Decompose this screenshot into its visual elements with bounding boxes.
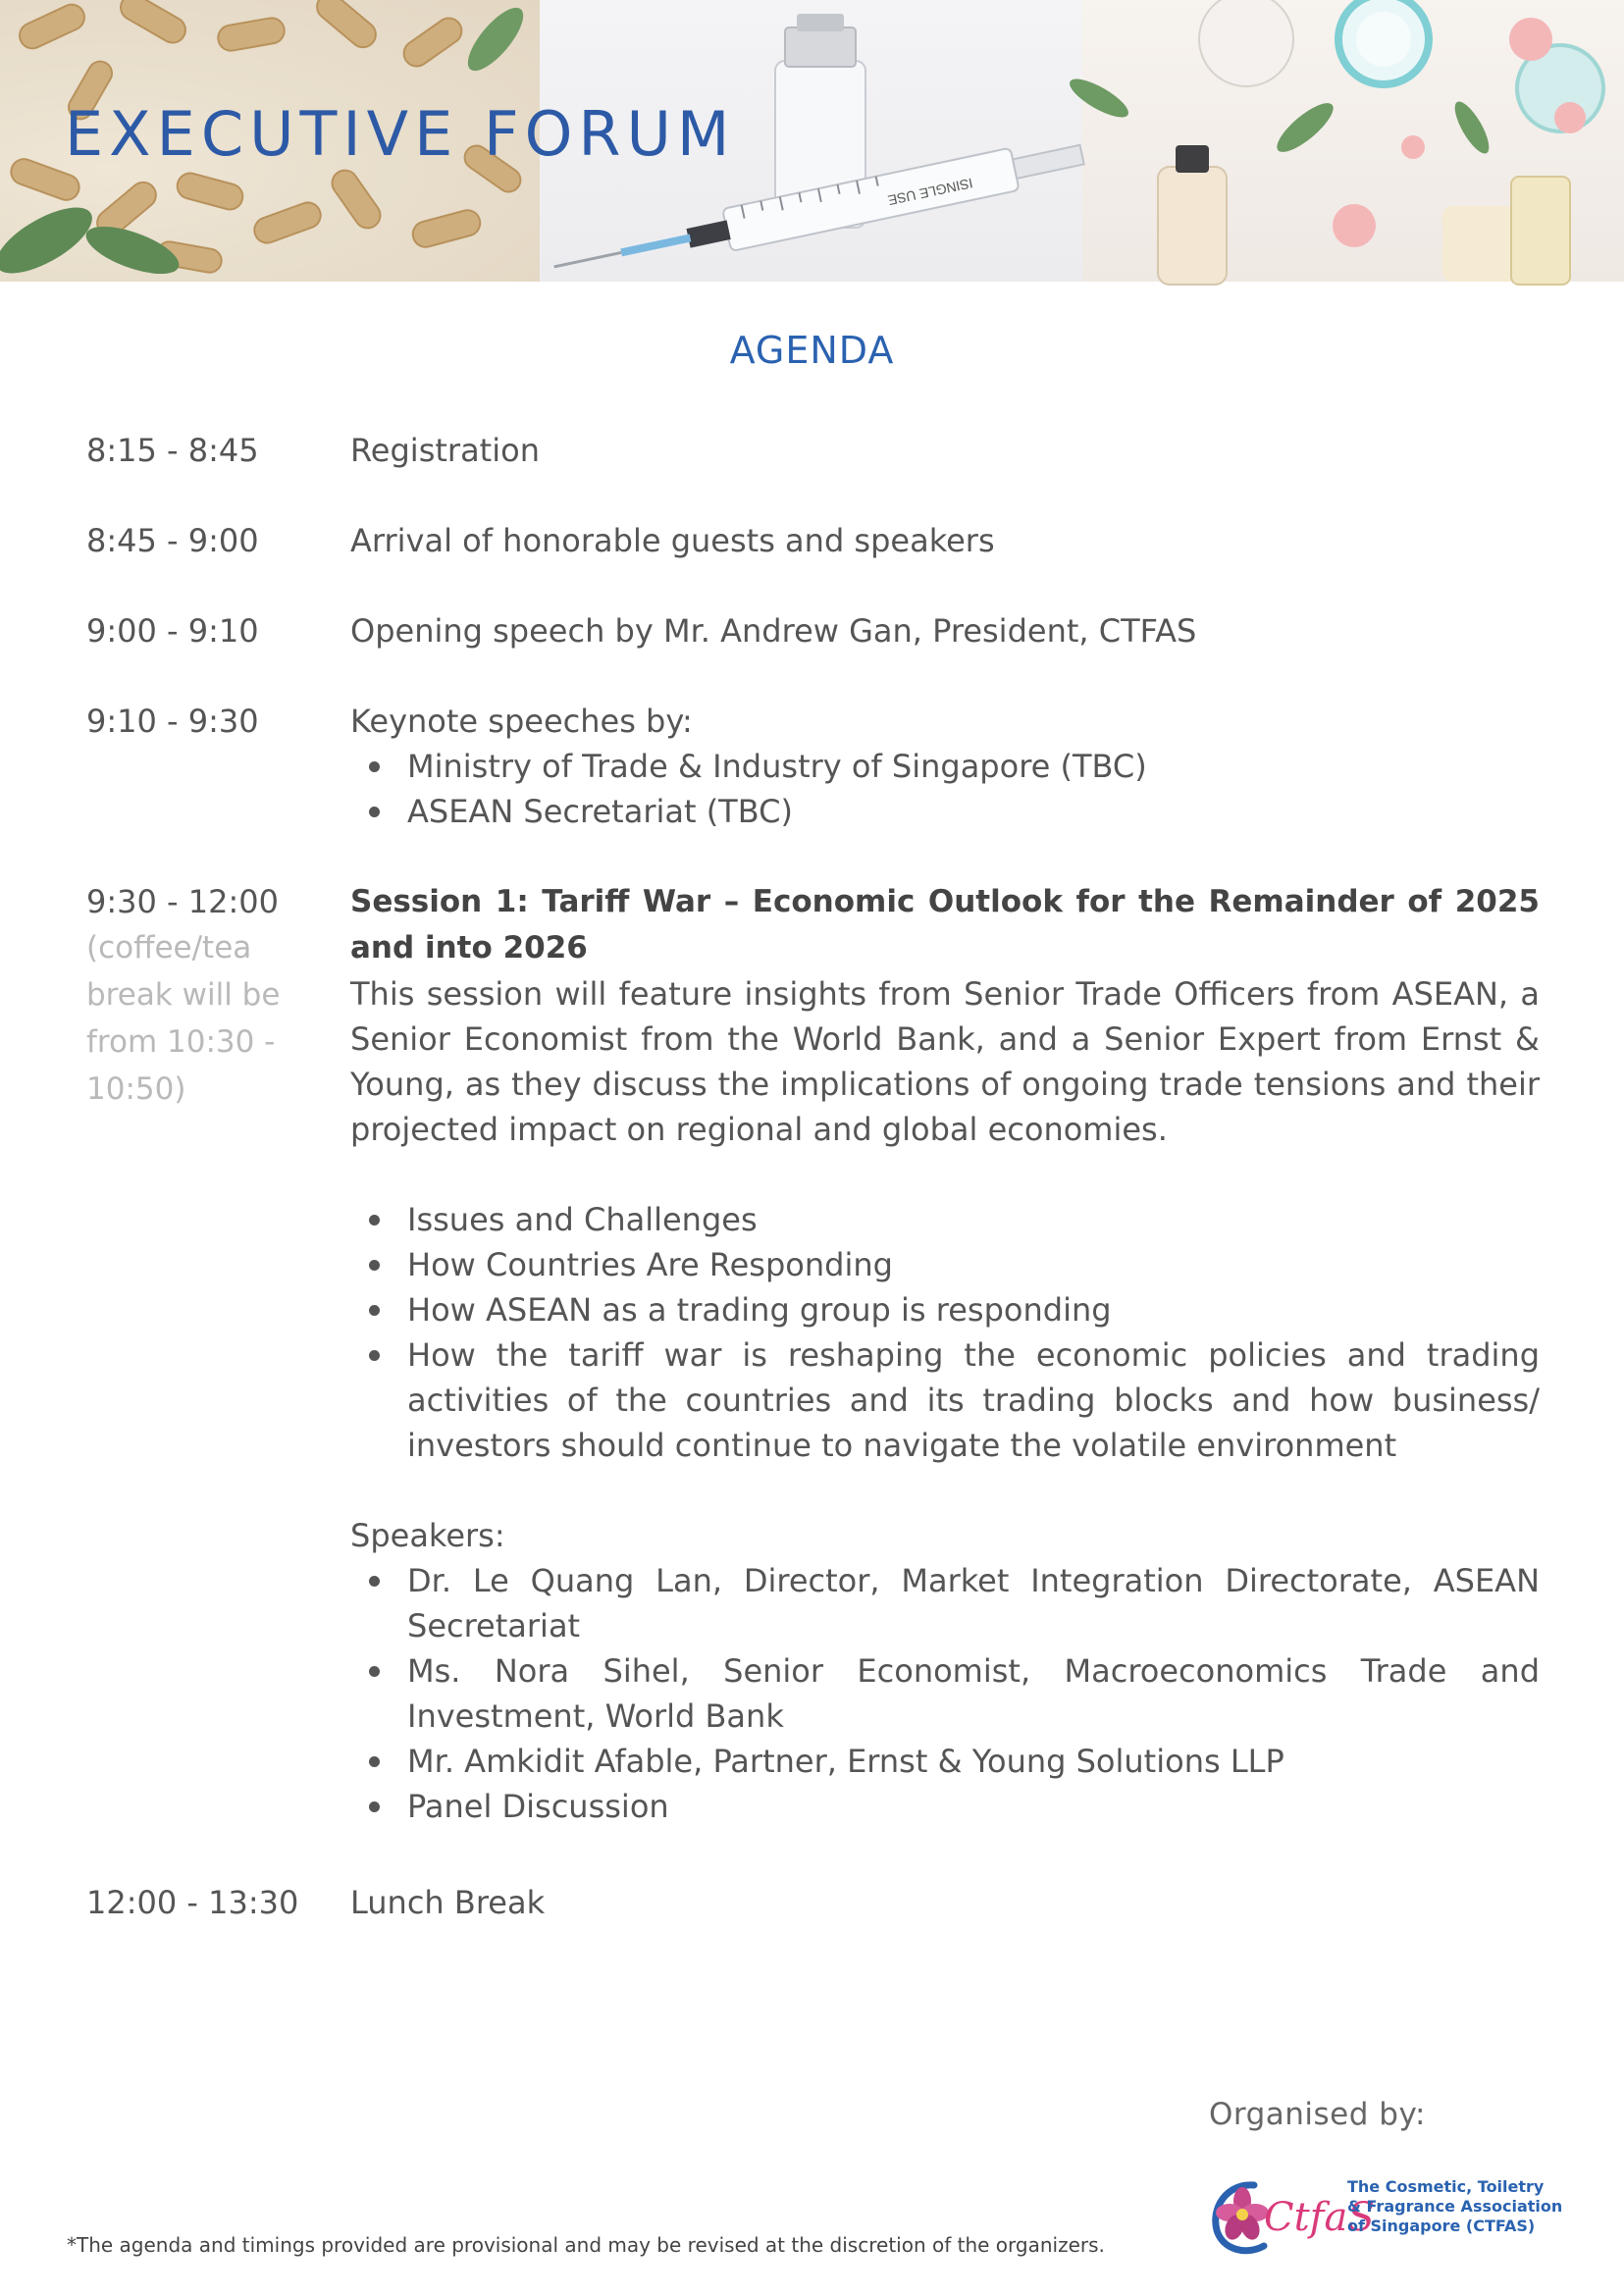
agenda-title: Registration [350, 432, 540, 469]
logo-line: of Singapore (CTFAS) [1347, 2217, 1536, 2235]
session-title: Session 1: Tariff War – Economic Outlook for the Remainder of 2025 and into 2026 [350, 884, 1540, 965]
speaker-list [350, 1558, 1540, 1829]
agenda-time-block [86, 879, 302, 1113]
agenda-title: Lunch Break [350, 1884, 546, 1921]
agenda-time: 9:10 - 9:30 [86, 703, 259, 740]
list-item: How ASEAN as a trading group is responding [350, 1287, 1540, 1332]
logo-line: The Cosmetic, Toiletry [1347, 2177, 1545, 2196]
list-item: How the tariff war is reshaping the economic policies and trading activities of the countries and its trading blocks and how business/ investors should continue to navigate the volatile environment [350, 1332, 1540, 1468]
ctfas-logo [1207, 2164, 1619, 2262]
logo-line: & Fragrance Association [1347, 2197, 1563, 2216]
agenda-content [350, 699, 1540, 834]
session-description: This session will feature insights from Senior Trade Officers from ASEAN, a Senior Economist from the World Bank, and a Senior Expert from Ernst & Young, as they discuss the implications of ongoing trade tensions and their projected impact on regional and global economies. [350, 975, 1540, 1148]
ctfas-logo-mark [1207, 2164, 1375, 2262]
agenda-time: 9:30 - 12:00 [86, 883, 279, 920]
speakers-label: Speakers: [350, 1517, 505, 1554]
list-item: Mr. Amkidit Afable, Partner, Ernst & Young Solutions LLP [350, 1739, 1540, 1784]
banner-title: EXECUTIVE FORUM [65, 98, 736, 170]
logo-organisation-name [1347, 2177, 1562, 2236]
logo-mark-text: CtfaS [1264, 2195, 1375, 2240]
list-item: Ms. Nora Sihel, Senior Economist, Macroeconomics Trade and Investment, World Bank [350, 1648, 1540, 1739]
list-item: Ministry of Trade & Industry of Singapore (TBC) [350, 744, 1540, 789]
agenda-title: Keynote speeches by: [350, 703, 693, 740]
header-banner [0, 0, 1624, 282]
agenda-time: 8:45 - 9:00 [86, 522, 259, 559]
list-item: Issues and Challenges [350, 1197, 1540, 1242]
disclaimer: *The agenda and timings provided are provisional and may be revised at the discretion of the organizers. [67, 2233, 1105, 2257]
session-content [350, 879, 1540, 1829]
agenda-time: 9:00 - 9:10 [86, 612, 259, 650]
agenda-title: Arrival of honorable guests and speakers [350, 522, 995, 559]
agenda-title: Opening speech by Mr. Andrew Gan, President, CTFAS [350, 612, 1197, 650]
syringe-text: ISINGLE USE [886, 175, 974, 209]
keynote-list [350, 744, 1540, 834]
agenda-time: 8:15 - 8:45 [86, 432, 259, 469]
list-item: How Countries Are Responding [350, 1242, 1540, 1287]
agenda-heading: AGENDA [729, 329, 895, 372]
list-item: ASEAN Secretariat (TBC) [350, 789, 1540, 834]
agenda-time: 12:00 - 13:30 [86, 1884, 299, 1921]
list-item: Panel Discussion [350, 1784, 1540, 1829]
topic-list [350, 1197, 1540, 1468]
coffee-break-note: (coffee/tea break will be from 10:30 - 10:50) [86, 930, 281, 1107]
list-item: Dr. Le Quang Lan, Director, Market Integration Directorate, ASEAN Secretariat [350, 1558, 1540, 1648]
organised-by-label: Organised by: [1209, 2097, 1427, 2132]
